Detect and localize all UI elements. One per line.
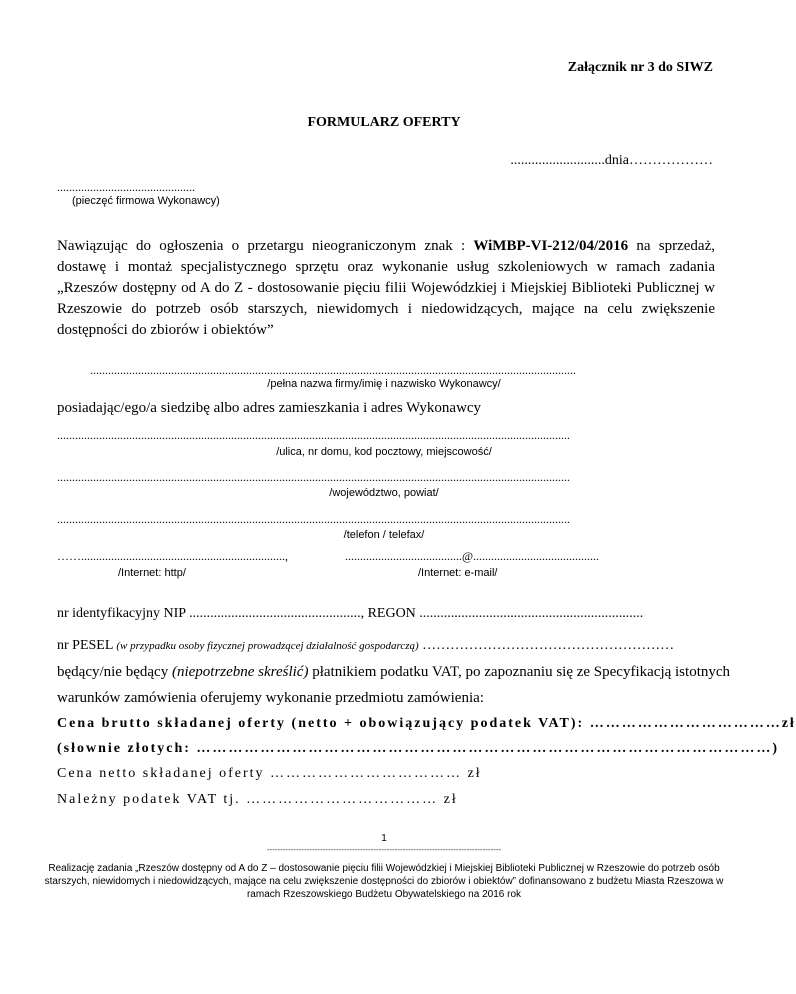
net-price-line: Cena netto składanej oferty ……………………………… zł (57, 766, 482, 781)
stamp-label: (pieczęć firmowa Wykonawcy) (72, 195, 220, 207)
footer-rule: ---------------------------------------------------------------------------------------- (266, 845, 502, 854)
phone-dots: ........................................................................................................................................................................... (57, 512, 570, 526)
phone-label: /telefon / telefax/ (343, 529, 425, 541)
gross-price-line: Cena brutto składanej oferty (netto + obowiązujący podatek VAT): ………………………………zł (57, 716, 796, 731)
address-dots: ........................................................................................................................................................................... (57, 428, 570, 442)
address-label: /ulica, nr domu, kod pocztowy, miejscowość/ (276, 446, 492, 458)
pesel-line (57, 638, 674, 654)
stamp-dots: .............................................. (57, 180, 195, 194)
page-number: 1 (381, 833, 387, 844)
pesel-label: nr PESEL (57, 638, 117, 653)
declaration-a: będący/nie będący (57, 664, 172, 680)
declaration-b: (niepotrzebne skreślić) (171, 664, 309, 680)
region-dots: ........................................................................................................................................................................... (57, 470, 570, 484)
footer-text: Realizację zadania „Rzeszów dostępny od A do Z – dostosowanie pięciu filii Wojewódzkiej i Miejskiej Biblioteki Publicznej w Rzeszowie do potrzeb osób starszych, niewidomych i niedowidzących, mające na celu zwiększenie dostępności do zbiorów i obiektów” dofinansowano z budżetu Miasta Rzeszowa w ramach Rzeszowskiego Budżetu Obywatelskiego na 2016 rok (44, 863, 724, 900)
document-title: FORMULARZ OFERTY (307, 115, 461, 130)
pesel-dots: ……………………………………………… (418, 638, 675, 653)
company-name-label: /pełna nazwa firmy/imię i nazwisko Wykonawcy/ (267, 378, 501, 390)
intro-part1: Nawiązując do ogłoszenia o przetargu nieograniczonym znak : (57, 238, 474, 254)
intro-paragraph (57, 236, 715, 341)
seat-heading: posiadając/ego/a siedzibę albo adres zamieszkania i adres Wykonawcy (57, 400, 482, 416)
pesel-note: (w przypadku osoby fizycznej prowadzącej działalność gospodarczą) (116, 640, 419, 652)
tender-sign: WiMBP-VI-212/04/2016 (473, 238, 629, 254)
internet-http-label: /Internet: http/ (118, 567, 186, 579)
intro-part2: na sprzedaż, dostawę i montaż specjalistycznego sprzętu oraz wykonanie usług szkoleniowych w ramach zadania „Rzeszów dostępny od A do Z - dostosowanie pięciu filii Wojewódzkiej i Miejskiej Biblioteki Publicznej w Rzeszowie do potrzeb osób starszych, niewidomych i niedowidzących, mające na celu zwiększenie dostępności do zbiorów i obiektów” (57, 238, 715, 338)
vat-line: Należny podatek VAT tj. ……………………………… zł (57, 792, 458, 807)
annex-label: Załącznik nr 3 do SIWZ (567, 60, 713, 75)
date-line: ...........................dnia……………… (510, 153, 713, 168)
declaration-line2: warunków zamówienia oferujemy wykonanie przedmiotu zamówienia: (57, 690, 484, 706)
company-name-dots: .................................................................................................................................................................. (90, 363, 576, 377)
declaration-line1 (57, 664, 730, 681)
internet-email-label: /Internet: e-mail/ (418, 567, 498, 579)
region-label: /województwo, powiat/ (329, 487, 439, 499)
price-in-words-line: (słownie złotych: ………………………………………………………………………………………………) (57, 741, 780, 756)
nip-regon-line: nr identyfikacyjny NIP ................................................., REGON ................................................................ (57, 606, 644, 621)
internet-email-dots: .......................................@.......................................... (345, 549, 600, 563)
declaration-c: płatnikiem podatku VAT, po zapoznaniu się ze Specyfikacją istotnych (308, 664, 731, 680)
internet-http-dots: ……...................................................................., (57, 549, 288, 563)
